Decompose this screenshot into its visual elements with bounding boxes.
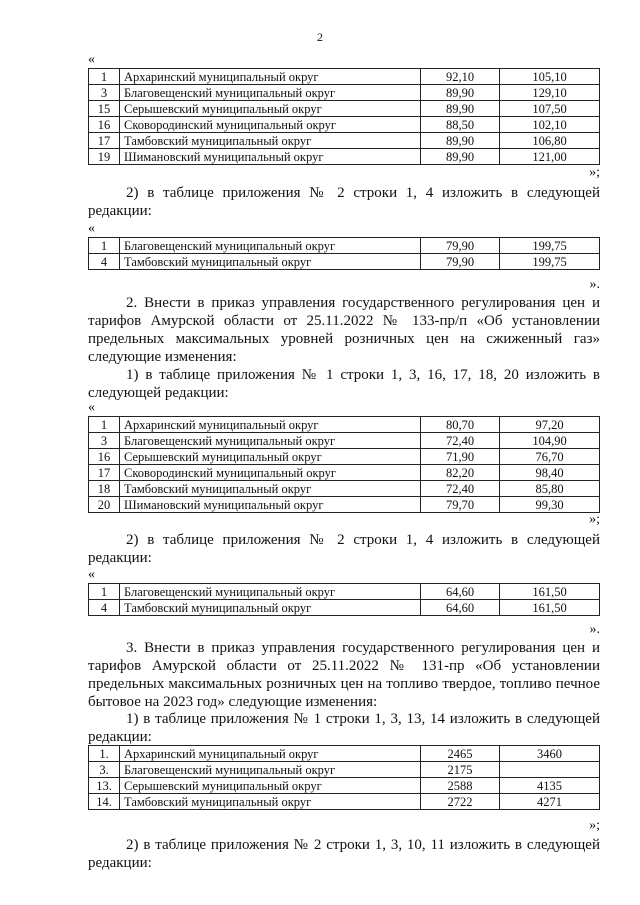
quote-open: «	[88, 567, 95, 582]
value-cell-2: 161,50	[500, 600, 600, 616]
table-4	[88, 583, 600, 616]
paragraph: 3. Внести в приказ управления государственного регулирования цен и тарифов Амурской области от 25.11.2022 № 131-пр «Об установлении предельных максимальных розничных цен на топливо твердое, топливо печное бытовое на 2023 год» следующие изменения:	[88, 640, 600, 710]
municipality-cell: Серышевский муниципальный округ	[120, 449, 421, 465]
value-cell-2: 99,30	[500, 497, 600, 513]
municipality-cell: Тамбовский муниципальный округ	[120, 481, 421, 497]
municipality-cell: Тамбовский муниципальный округ	[120, 133, 421, 149]
row-number-cell: 1	[89, 238, 120, 254]
table-row	[89, 417, 600, 433]
value-cell-2	[500, 762, 600, 778]
quote-close: »;	[589, 165, 600, 180]
row-number-cell: 1	[89, 69, 120, 85]
value-cell-1: 2722	[421, 794, 500, 810]
quote-open: «	[88, 52, 95, 67]
value-cell-2: 107,50	[500, 101, 600, 117]
row-number-cell: 3.	[89, 762, 120, 778]
municipality-cell: Архаринский муниципальный округ	[120, 417, 421, 433]
row-number-cell: 4	[89, 254, 120, 270]
value-cell-2: 161,50	[500, 584, 600, 600]
table-row	[89, 778, 600, 794]
table-row	[89, 117, 600, 133]
quote-close: ».	[589, 277, 600, 292]
row-number-cell: 14.	[89, 794, 120, 810]
table-row	[89, 85, 600, 101]
value-cell-1: 92,10	[421, 69, 500, 85]
quote-open: «	[88, 400, 95, 415]
table-row	[89, 497, 600, 513]
value-cell-1: 79,90	[421, 254, 500, 270]
paragraph: 2) в таблице приложения № 2 строки 1, 4 изложить в следующей редакции:	[88, 185, 600, 219]
municipality-cell: Сковородинский муниципальный округ	[120, 117, 421, 133]
municipality-cell: Тамбовский муниципальный округ	[120, 794, 421, 810]
value-cell-1: 72,40	[421, 433, 500, 449]
value-cell-2: 105,10	[500, 69, 600, 85]
value-cell-1: 89,90	[421, 85, 500, 101]
municipality-cell: Шимановский муниципальный округ	[120, 149, 421, 165]
value-cell-2: 4135	[500, 778, 600, 794]
table-2	[88, 237, 600, 270]
municipality-cell: Тамбовский муниципальный округ	[120, 600, 421, 616]
table-row	[89, 746, 600, 762]
value-cell-1: 80,70	[421, 417, 500, 433]
table-row	[89, 481, 600, 497]
municipality-cell: Серышевский муниципальный округ	[120, 101, 421, 117]
quote-close: »;	[589, 512, 600, 527]
value-cell-2: 104,90	[500, 433, 600, 449]
table-row	[89, 600, 600, 616]
table-row	[89, 433, 600, 449]
row-number-cell: 3	[89, 433, 120, 449]
paragraph: 2) в таблице приложения № 2 строки 1, 3, 10, 11 изложить в следующей редакции:	[88, 837, 600, 871]
municipality-cell: Серышевский муниципальный округ	[120, 778, 421, 794]
row-number-cell: 17	[89, 465, 120, 481]
value-cell-1: 64,60	[421, 584, 500, 600]
value-cell-2: 98,40	[500, 465, 600, 481]
value-cell-1: 2588	[421, 778, 500, 794]
value-cell-1: 72,40	[421, 481, 500, 497]
value-cell-2: 76,70	[500, 449, 600, 465]
paragraph: 1) в таблице приложения № 1 строки 1, 3, 16, 17, 18, 20 изложить в следующей редакции:	[88, 367, 600, 401]
municipality-cell: Благовещенский муниципальный округ	[120, 433, 421, 449]
row-number-cell: 1	[89, 417, 120, 433]
value-cell-2: 102,10	[500, 117, 600, 133]
table-row	[89, 238, 600, 254]
quote-close: ».	[589, 622, 600, 637]
municipality-cell: Благовещенский муниципальный округ	[120, 85, 421, 101]
table-1	[88, 68, 600, 165]
paragraph: 1) в таблице приложения № 1 строки 1, 3, 13, 14 изложить в следующей редакции:	[88, 711, 600, 745]
row-number-cell: 1	[89, 584, 120, 600]
value-cell-2: 121,00	[500, 149, 600, 165]
value-cell-1: 79,70	[421, 497, 500, 513]
value-cell-1: 2465	[421, 746, 500, 762]
table-row	[89, 101, 600, 117]
value-cell-2: 199,75	[500, 254, 600, 270]
table-3	[88, 416, 600, 513]
value-cell-2: 199,75	[500, 238, 600, 254]
value-cell-1: 71,90	[421, 449, 500, 465]
value-cell-1: 89,90	[421, 101, 500, 117]
row-number-cell: 13.	[89, 778, 120, 794]
value-cell-1: 89,90	[421, 149, 500, 165]
row-number-cell: 1.	[89, 746, 120, 762]
row-number-cell: 16	[89, 117, 120, 133]
row-number-cell: 20	[89, 497, 120, 513]
municipality-cell: Шимановский муниципальный округ	[120, 497, 421, 513]
value-cell-1: 79,90	[421, 238, 500, 254]
row-number-cell: 19	[89, 149, 120, 165]
municipality-cell: Благовещенский муниципальный округ	[120, 584, 421, 600]
value-cell-2: 85,80	[500, 481, 600, 497]
value-cell-2: 97,20	[500, 417, 600, 433]
paragraph: 2. Внести в приказ управления государственного регулирования цен и тарифов Амурской области от 25.11.2022 № 133-пр/п «Об установлении предельных максимальных уровней розничных цен на сжиженный газ» следующие изменения:	[88, 295, 600, 365]
municipality-cell: Благовещенский муниципальный округ	[120, 762, 421, 778]
value-cell-1: 89,90	[421, 133, 500, 149]
table-row	[89, 465, 600, 481]
table-row	[89, 149, 600, 165]
row-number-cell: 17	[89, 133, 120, 149]
municipality-cell: Тамбовский муниципальный округ	[120, 254, 421, 270]
value-cell-1: 82,20	[421, 465, 500, 481]
row-number-cell: 15	[89, 101, 120, 117]
value-cell-2: 129,10	[500, 85, 600, 101]
municipality-cell: Архаринский муниципальный округ	[120, 746, 421, 762]
municipality-cell: Архаринский муниципальный округ	[120, 69, 421, 85]
table-row	[89, 254, 600, 270]
value-cell-1: 2175	[421, 762, 500, 778]
value-cell-1: 64,60	[421, 600, 500, 616]
table-row	[89, 584, 600, 600]
paragraph: 2) в таблице приложения № 2 строки 1, 4 изложить в следующей редакции:	[88, 532, 600, 566]
table-row	[89, 762, 600, 778]
municipality-cell: Благовещенский муниципальный округ	[120, 238, 421, 254]
table-row	[89, 449, 600, 465]
value-cell-2: 106,80	[500, 133, 600, 149]
value-cell-1: 88,50	[421, 117, 500, 133]
table-row	[89, 133, 600, 149]
row-number-cell: 18	[89, 481, 120, 497]
row-number-cell: 16	[89, 449, 120, 465]
value-cell-2: 3460	[500, 746, 600, 762]
municipality-cell: Сковородинский муниципальный округ	[120, 465, 421, 481]
page-number: 2	[317, 30, 323, 44]
row-number-cell: 3	[89, 85, 120, 101]
table-row	[89, 69, 600, 85]
row-number-cell: 4	[89, 600, 120, 616]
quote-open: «	[88, 221, 95, 236]
quote-close: »;	[589, 818, 600, 833]
value-cell-2: 4271	[500, 794, 600, 810]
table-5	[88, 745, 600, 810]
table-row	[89, 794, 600, 810]
